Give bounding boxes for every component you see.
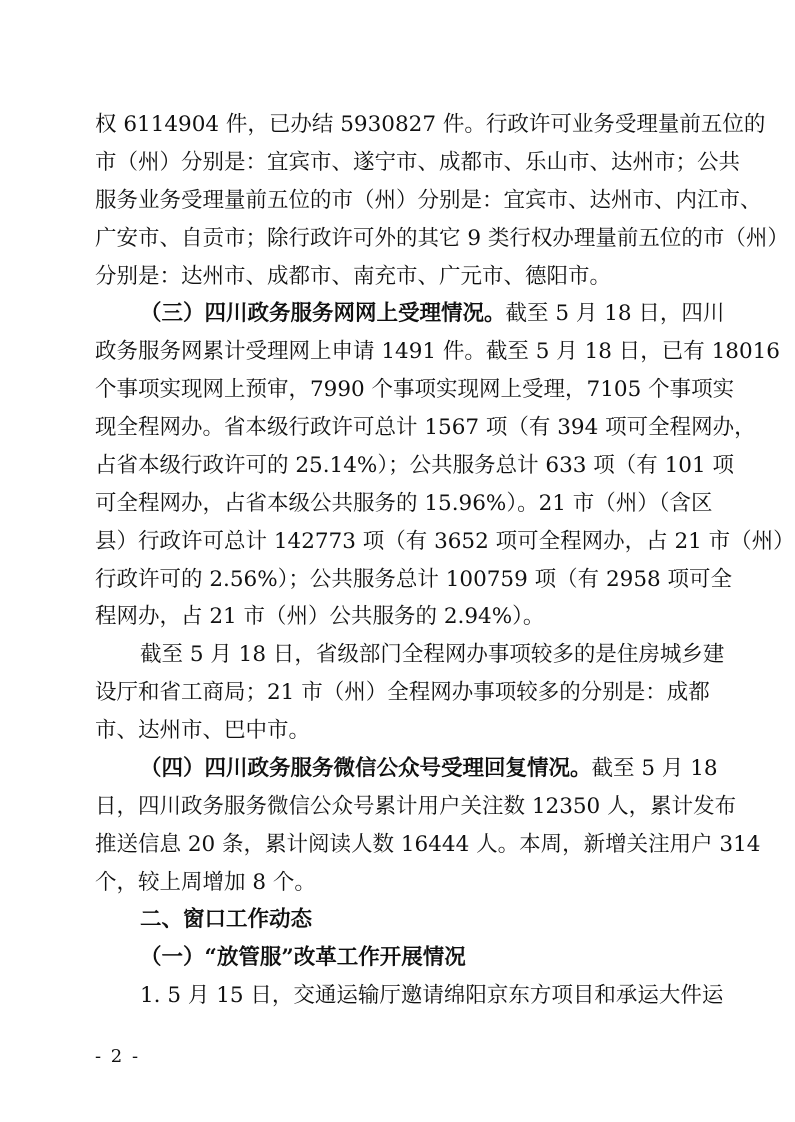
subsection-1-heading: （一）“放管服”改革工作开展情况 [140,945,466,970]
paragraph-line: 日，四川政务服务微信公众号累计用户关注数 12350 人，累计发布 [95,794,737,819]
paragraph-line: 占省本级行政许可的 25.14%）；公共服务总计 633 项（有 101 项 [95,453,734,478]
section-4-first-line [140,750,718,788]
paragraph-line: 可全程网办，占省本级公共服务的 15.96%）。21 市（州）（含区 [95,491,713,516]
paragraph-line: 市、达州市、巴中市。 [95,718,311,743]
paragraph-line: 权 6114904 件，已办结 5930827 件。行政许可业务受理量前五位的 [95,112,766,137]
paragraph-line: 设厅和省工商局；21 市（州）全程网办事项较多的分别是：成都 [95,680,710,705]
section-3-first-line [140,295,725,333]
section-3-text: 截至 5 月 18 日，四川 [505,301,725,326]
paragraph-line: 截至 5 月 18 日，省级部门全程网办事项较多的是住房城乡建 [140,642,725,667]
section-4-text: 截至 5 月 18 [591,756,718,781]
paragraph-line: 广安市、自贡市；除行政许可外的其它 9 类行权办理量前五位的市（州） [95,226,789,251]
paragraph-line: 服务业务受理量前五位的市（州）分别是：宜宾市、达州市、内江市、 [95,188,762,213]
paragraph-line: 个，较上周增加 8 个。 [95,870,316,895]
paragraph-line: 市（州）分别是：宜宾市、遂宁市、成都市、乐山市、达州市；公共 [95,150,741,175]
paragraph-line: 县）行政许可总计 142773 项（有 3652 项可全程网办，占 21 市（州） [95,529,795,554]
item-1-line: 1. 5 月 15 日，交通运输厅邀请绵阳京东方项目和承运大件运 [140,983,724,1008]
paragraph-line: 行政许可的 2.56%）；公共服务总计 100759 项（有 2958 项可全 [95,567,733,592]
paragraph-line: 个事项实现网上预审，7990 个事项实现网上受理，7105 个事项实 [95,377,735,402]
section-4-heading: （四）四川政务服务微信公众号受理回复情况。 [140,756,592,781]
paragraph-line: 政务服务网累计受理网上申请 1491 件。截至 5 月 18 日，已有 18016 [95,339,780,364]
paragraph-line: 程网办，占 21 市（州）公共服务的 2.94%）。 [95,604,545,629]
paragraph-line: 现全程网办。省本级行政许可总计 1567 项（有 394 项可全程网办， [95,415,756,440]
section-3-heading: （三）四川政务服务网网上受理情况。 [140,301,506,326]
chapter-2-heading: 二、窗口工作动态 [140,907,313,932]
paragraph-line: 推送信息 20 条，累计阅读人数 16444 人。本周，新增关注用户 314 [95,832,761,857]
paragraph-line: 分别是：达州市、成都市、南充市、广元市、德阳市。 [95,264,612,289]
page-number: - 2 - [95,1046,141,1067]
